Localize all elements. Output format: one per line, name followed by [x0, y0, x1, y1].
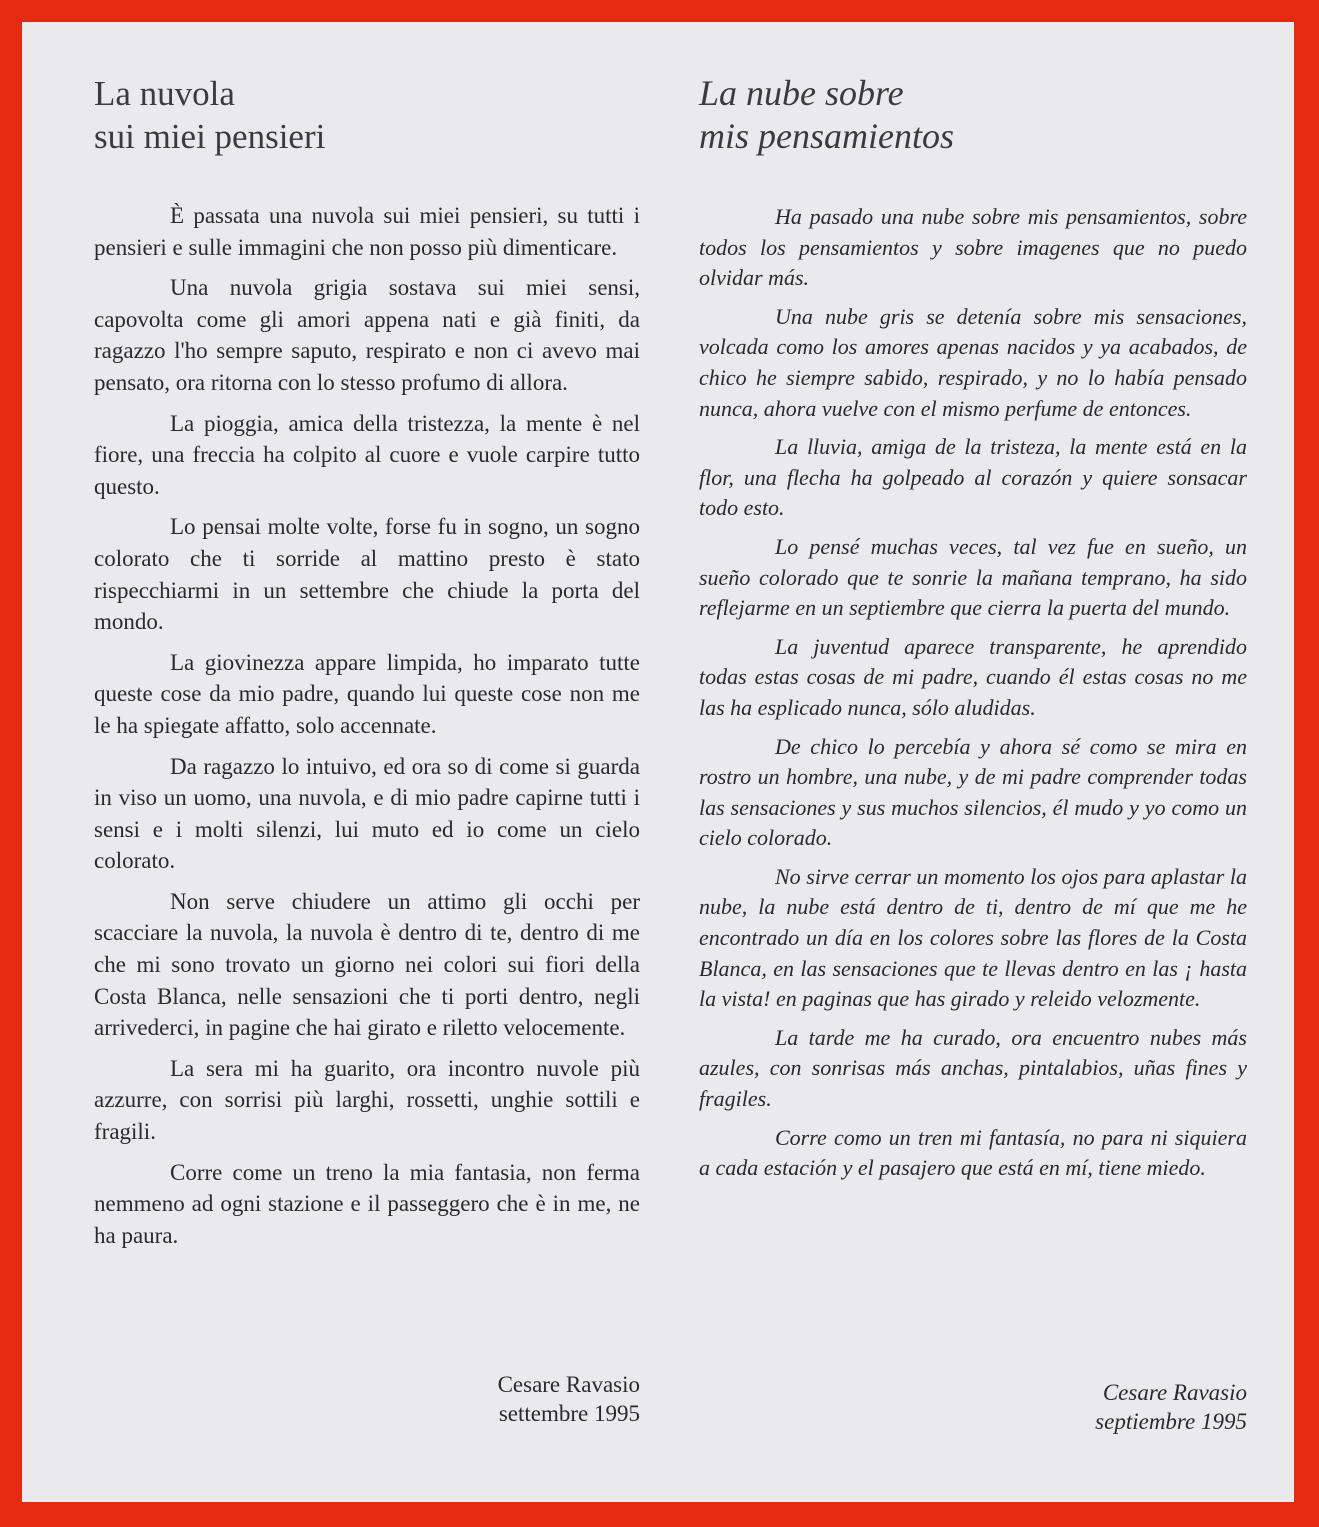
spanish-signature — [1095, 1378, 1247, 1436]
spanish-author: Cesare Ravasio — [1102, 1380, 1247, 1405]
spanish-paragraph: Una nube gris se detenía sobre mis sensaciones, volcada como los amores apenas nacidos y ya acabados, de chico he siempre sabido, respirado, y no lo había pensado nunca, ahora vuelve con el mismo perfume de entonces. — [699, 303, 1247, 421]
italian-paragraph: Una nuvola grigia sostava sui miei sensi, capovolta come gli amori appena nati e già finiti, da ragazzo l'ho sempre saputo, respirato e non ci avevo mai pensato, ora ritorna con lo stesso profumo di allora. — [94, 275, 640, 395]
spanish-title-line-1: La nube sobre — [699, 73, 904, 113]
spanish-paragraph: Corre como un tren mi fantasía, no para ni siquiera a cada estación y el pasajero que está en mí, tiene miedo. — [699, 1124, 1247, 1181]
spanish-paragraph: De chico lo percebía y ahora sé como se mira en rostro un hombre, una nube, y de mi padre comprender todas las sensaciones y sus muchos silencios, él mudo y yo como un cielo colorado. — [699, 733, 1247, 851]
italian-paragraph: Non serve chiudere un attimo gli occhi per scacciare la nuvola, la nuvola è dentro di te, dentro di me che mi sono trovato un giorno nei colori sui fiori della Costa Blanca, nelle sensazioni che ti porti dentro, negli arrivederci, in pagine che hai girato e riletto velocemente. — [94, 888, 640, 1041]
italian-title-line-2: sui miei pensieri — [94, 117, 326, 156]
italian-signature — [498, 1370, 640, 1428]
italian-paragraph: Corre come un treno la mia fantasia, non ferma nemmeno ad ogni stazione e il passeggero che è in me, ne ha paura. — [94, 1159, 640, 1248]
spanish-poem-body — [699, 202, 1247, 1192]
spanish-paragraph: No sirve cerrar un momento los ojos para aplastar la nube, la nube está dentro de ti, dentro de mí que me he encontrado un día en los colores sobre las flores de la Costa Blanca, en las sensaciones que te llevas dentro en las ¡ hasta la vista! en paginas que has girado y releido velozmente. — [699, 863, 1247, 1012]
italian-title — [94, 72, 325, 158]
spanish-paragraph: Lo pensé muchas veces, tal vez fue en sueño, un sueño colorado que te sonrie la mañana temprano, ha sido reflejarme en un septiembre que cierra la puerta del mundo. — [699, 533, 1247, 621]
italian-poem-body — [94, 200, 640, 1260]
spanish-title-line-2: mis pensamientos — [699, 116, 954, 156]
italian-paragraph: La giovinezza appare limpida, ho imparato tutte queste cose da mio padre, quando lui queste cose non me le ha spiegate affatto, solo accennate. — [94, 649, 640, 738]
italian-author: Cesare Ravasio — [497, 1372, 640, 1397]
italian-paragraph: La pioggia, amica della tristezza, la mente è nel fiore, una freccia ha colpito al cuore e vuole carpire tutto questo. — [94, 410, 640, 499]
italian-paragraph: Da ragazzo lo intuivo, ed ora so di come si guarda in viso un uomo, una nuvola, e di mio padre capirne tutti i sensi e i molti silenzi, lui muto ed io come un cielo colorato. — [94, 753, 640, 874]
italian-paragraph: Lo pensai molte volte, forse fu in sogno, un sogno colorato che ti sorride al mattino presto è stato rispecchiarmi in un settembre che chiude la porta del mondo. — [94, 514, 640, 635]
italian-title-line-1: La nuvola — [94, 74, 235, 113]
spanish-paragraph: Ha pasado una nube sobre mis pensamientos, sobre todos los pensamientos y sobre imagenes que no puedo olvidar más. — [699, 204, 1247, 291]
spanish-title — [699, 72, 954, 158]
italian-date: settembre 1995 — [498, 1401, 640, 1426]
spanish-date: septiembre 1995 — [1095, 1409, 1247, 1434]
poem-page — [22, 22, 1294, 1502]
spanish-paragraph: La juventud aparece transparente, he aprendido todas estas cosas de mi padre, cuando él estas cosas no me las ha esplicado nunca, sólo aludidas. — [699, 633, 1247, 720]
italian-paragraph: La sera mi ha guarito, ora incontro nuvole più azzurre, con sorrisi più larghi, rossetti, unghie sottili e fragili. — [94, 1055, 640, 1145]
spanish-paragraph: La lluvia, amiga de la tristeza, la mente está en la flor, una flecha ha golpeado al corazón y quiere sonsacar todo esto. — [699, 434, 1247, 521]
italian-paragraph: È passata una nuvola sui miei pensieri, su tutti i pensieri e sulle immagini che non posso più dimenticare. — [94, 203, 640, 260]
spanish-paragraph: La tarde me ha curado, ora encuentro nubes más azules, con sonrisas más anchas, pintalabios, uñas fines y fragiles. — [699, 1024, 1247, 1112]
